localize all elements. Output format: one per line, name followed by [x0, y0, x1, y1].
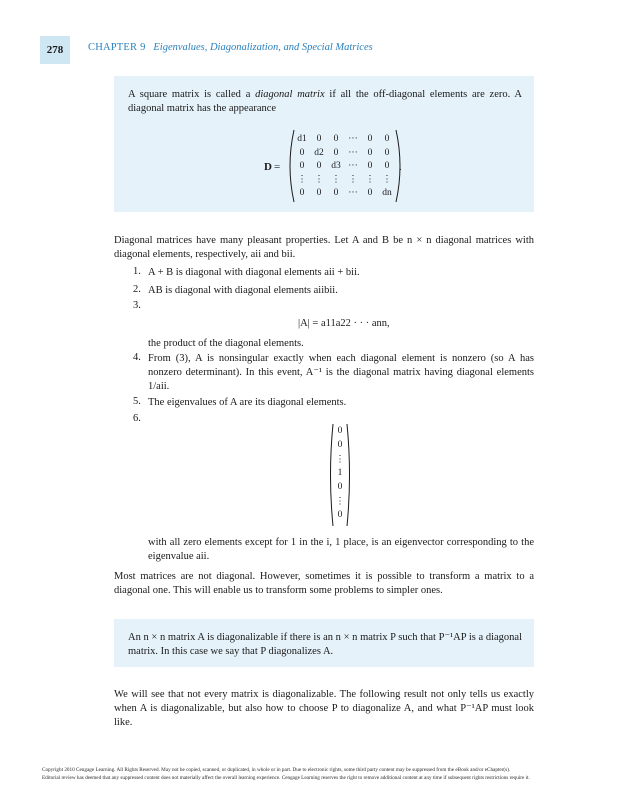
list-number: 1.: [133, 266, 141, 277]
list-number: 3.: [133, 300, 141, 311]
matrix-cell: ···: [348, 134, 358, 144]
matrix-cell: 0: [367, 147, 373, 158]
vector-cell: ⋮: [335, 497, 345, 507]
chapter-label: CHAPTER 9: [88, 42, 146, 53]
list-number: 5.: [133, 396, 141, 407]
list-number: 4.: [133, 352, 141, 363]
matrix-cell: 0: [384, 147, 390, 158]
list-number: 2.: [133, 284, 141, 295]
matrix-cell: ⋮: [314, 174, 324, 185]
list-item: The eigenvalues of A are its diagonal elements.: [148, 397, 347, 408]
matrix-cell: ⋮: [297, 174, 307, 185]
vector-cell: 0: [337, 510, 343, 520]
matrix-cell: ···: [348, 147, 358, 158]
matrix-cell: d2: [314, 147, 324, 158]
matrix-label: D: [264, 161, 272, 173]
matrix-cell: ···: [348, 188, 358, 198]
matrix-period: .: [399, 161, 402, 173]
list-item: AB is diagonal with diagonal elements aiibii.: [148, 285, 338, 296]
definition-text: [128, 88, 522, 116]
diagonal-matrix: [264, 126, 434, 206]
determinant-equation: |A| = a11a22 · · · ann,: [298, 318, 390, 329]
matrix-cell: 0: [316, 188, 322, 198]
page-number-text: 278: [46, 44, 64, 56]
determinant-note: the product of the diagonal elements.: [148, 338, 304, 349]
matrix-cell: d1: [297, 134, 307, 144]
matrix-cell: 0: [333, 147, 339, 158]
matrix-cell: ⋮: [365, 174, 375, 185]
matrix-cell: 0: [316, 134, 322, 144]
list-item: A + B is diagonal with diagonal elements aii + bii.: [148, 267, 360, 278]
vector-cell: 0: [337, 440, 343, 450]
matrix-cell: 0: [333, 188, 339, 198]
matrix-cell: 0: [384, 134, 390, 144]
matrix-cell: ⋮: [331, 174, 341, 185]
matrix-cell: 0: [384, 161, 390, 171]
matrix-cell: 0: [367, 188, 373, 198]
chapter-header: [88, 42, 373, 53]
paragraph-transform: Most matrices are not diagonal. However, sometimes it is possible to transform a matrix to a diagonal one. This will enable us to transform some problems to simpler ones.: [114, 571, 534, 596]
matrix-cell: dn: [382, 188, 392, 198]
copyright-line: Copyright 2010 Cengage Learning. All Rights Reserved. May not be copied, scanned, or duplicated, in whole or in part. Due to electronic rights, some third party content may be suppressed from the eBook and/or eChapter(s).: [42, 767, 511, 773]
matrix-cell: 0: [299, 161, 305, 171]
copyright-line: Editorial review has deemed that any suppressed content does not materially affect the overall learning experience. Cengage Learning reserves the right to remove additional content at any time if subsequent rights restrictions require it.: [42, 775, 530, 781]
matrix-cell: ⋮: [382, 174, 392, 185]
list-number: 6.: [133, 413, 141, 424]
intro-paragraph: Diagonal matrices have many pleasant properties. Let A and B be n × n diagonal matrices with diagonal elements, respectively, aii and bii.: [114, 235, 534, 260]
definition-box-diagonalizable: [114, 619, 534, 667]
definition-term: diagonal matrix: [255, 89, 325, 100]
matrix-cell: d3: [331, 161, 341, 171]
vector-cell: ⋮: [335, 455, 345, 465]
definition-text-part: A square matrix is called a: [128, 89, 256, 100]
definition-text: An n × n matrix A is diagonalizable if there is an n × n matrix P such that P⁻¹AP is a diagonal matrix. In this case we say that P diagonalizes A.: [128, 632, 522, 657]
vector-cell: 1: [337, 468, 343, 478]
matrix-cell: 0: [367, 134, 373, 144]
chapter-title: Eigenvalues, Diagonalization, and Special Matrices: [153, 42, 373, 53]
eigenvector-note: with all zero elements except for 1 in the i, 1 place, is an eigenvector corresponding to the eigenvalue aii.: [148, 537, 534, 562]
definition-box-diagonal: [114, 76, 534, 212]
page-number: [40, 36, 70, 64]
matrix-cell: 0: [333, 134, 339, 144]
matrix-cell: 0: [299, 188, 305, 198]
matrix-cell: 0: [299, 147, 305, 158]
matrix-cell: 0: [367, 161, 373, 171]
definition-text-part: if all the off-diagonal elements are zero. A diagonal matrix has the appearance: [128, 89, 523, 114]
vector-cell: 0: [337, 482, 343, 492]
matrix-cell: 0: [316, 161, 322, 171]
paragraph-result: We will see that not every matrix is diagonalizable. The following result not only tells us exactly when A is diagonalizable, but also how to choose P to diagonalize A, and what P⁻¹AP must look like.: [114, 689, 534, 728]
matrix-cell: ···: [348, 161, 358, 171]
eigenvector: [328, 422, 352, 528]
matrix-cell: ⋮: [348, 174, 358, 185]
vector-cell: 0: [337, 426, 343, 436]
list-item: From (3), A is nonsingular exactly when each diagonal element is nonzero (so A has nonzero determinant). In this event, A⁻¹ is the diagonal matrix having diagonal elements 1/aii.: [148, 353, 534, 392]
equals-sign: =: [274, 161, 281, 173]
